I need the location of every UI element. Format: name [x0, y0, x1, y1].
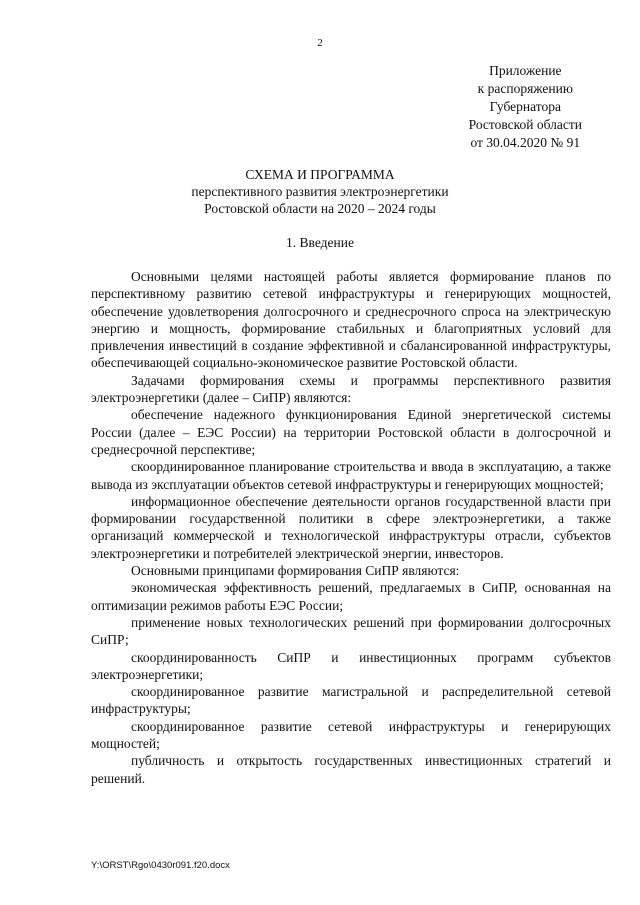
paragraph: скоординированность СиПР и инвестиционных программ субъектов электроэнергетики;	[91, 649, 611, 682]
title-line-2: перспективного развития электроэнергетики	[191, 184, 449, 199]
paragraph: обеспечение надежного функционирования Единой энергетической системы России (далее – ЕЭС России) на территории Ростовской области в долгосрочной и среднесрочной перспективе;	[91, 407, 611, 457]
page-number: 2	[317, 37, 323, 49]
annex-line: Губернатора	[489, 99, 562, 114]
paragraph: Основными целями настоящей работы является формирование планов по перспективному развитию сетевой инфраструктуры и генерирующих мощностей, обеспечение удовлетворения долгосрочного и среднесрочного спроса на электрическую энергию и мощность, формирование стабильных и благоприятных условий для привлечения инвестиций в создание эффективной и сбалансированной инфраструктуры, обеспечивающей социально-экономическое развитие Ростовской области.	[91, 269, 611, 371]
paragraph: применение новых технологических решений при формировании долгосрочных СиПР;	[91, 614, 611, 648]
annex-line: от 30.04.2020 № 91	[470, 135, 581, 150]
paragraph: Основными принципами формирования СиПР являются:	[131, 563, 460, 579]
annex-line: к распоряжению	[477, 81, 573, 96]
paragraph: Задачами формирования схемы и программы перспективного развития электроэнергетики (далее – СиПР) являются:	[91, 372, 611, 406]
paragraph: скоординированное развитие магистральной и распределительной сетевой инфраструктуры;	[91, 684, 611, 717]
footer-file-path: Y:\ORST\Rgo\0430r091.f20.docx	[91, 860, 230, 871]
annex-block	[469, 62, 582, 152]
paragraph: информационное обеспечение деятельности органов государственной власти при формировании государственной политики в сфере электроэнергетики, а также организаций коммерческой и технологической инфраструктуры отрасли, субъектов электроэнергетики и потребителей электрической энергии, инвесторов.	[91, 493, 611, 561]
paragraph: скоординированное планирование строительства и ввода в эксплуатацию, а также вывода из эксплуатации объектов сетевой инфраструктуры и генерирующих мощностей;	[91, 459, 611, 492]
title-line-1: СХЕМА И ПРОГРАММА	[245, 167, 395, 182]
annex-line: Ростовской области	[468, 117, 582, 132]
body-text	[91, 268, 611, 787]
paragraph: экономическая эффективность решений, предлагаемых в СиПР, основанная на оптимизации режимов работы ЕЭС России;	[91, 580, 611, 613]
paragraph: скоординированное развитие сетевой инфраструктуры и генерирующих мощностей;	[91, 718, 611, 752]
paragraph: публичность и открытость государственных инвестиционных стратегий и решений.	[91, 753, 611, 786]
title-line-3: Ростовской области на 2020 – 2024 годы	[204, 201, 436, 216]
document-title	[0, 166, 640, 217]
annex-line: Приложение	[489, 63, 562, 78]
section-heading: 1. Введение	[286, 235, 354, 250]
